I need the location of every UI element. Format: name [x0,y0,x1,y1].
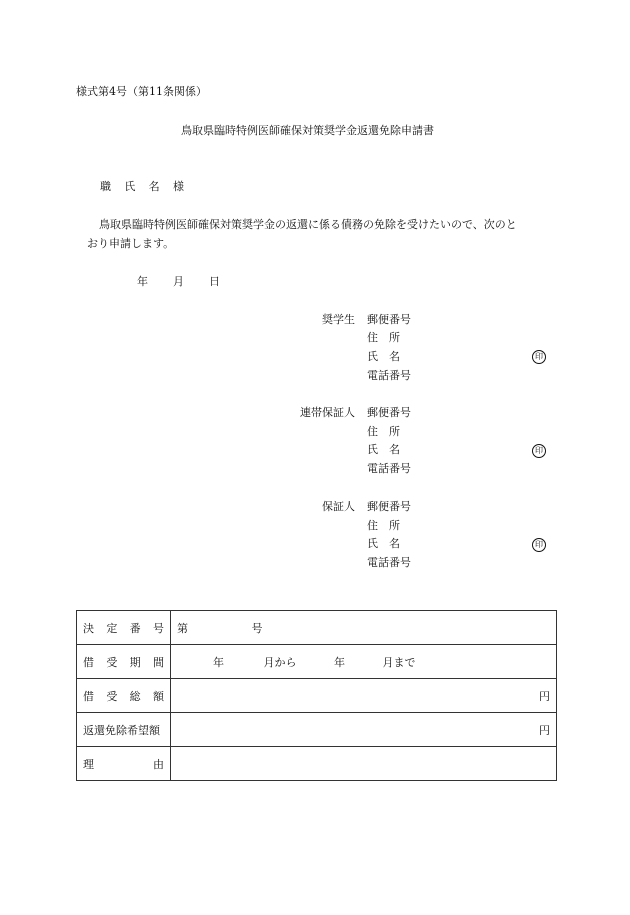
party-role-guarantor: 保証人 [322,500,355,513]
seal-mark-icon: 印 [532,349,546,364]
decision-number-value[interactable]: 第 号 [171,611,557,645]
party-field-address: 住 所 [367,425,400,438]
reason-label: 理 由 [77,747,171,781]
party-field-address: 住 所 [367,519,400,532]
party-field-phone: 電話番号 [367,369,411,382]
date-year: 年 [137,275,148,288]
table-row [77,713,557,747]
party-field-postal: 郵便番号 [367,406,411,419]
seal-mark-icon: 印 [532,443,546,458]
party-field-name: 氏 名 [367,537,400,550]
party-field-postal: 郵便番号 [367,500,411,513]
seal-mark-icon: 印 [532,537,546,552]
page-title: 鳥取県臨時特例医師確保対策奨学金返還免除申請書 [181,124,434,137]
addressee: 職 氏 名 様 [100,180,184,193]
decision-number-label: 決 定 番 号 [77,611,171,645]
party-field-name: 氏 名 [367,443,400,456]
loan-period-value[interactable]: 年 月から 年 月まで [171,645,557,679]
reason-value[interactable] [171,747,557,781]
loan-period-label: 借 受 期 間 [77,645,171,679]
loan-total-value[interactable]: 円 [171,679,557,713]
application-table [76,610,557,781]
date-day: 日 [209,275,220,288]
table-row [77,747,557,781]
party-role-scholar: 奨学生 [322,313,355,326]
exemption-amount-value[interactable]: 円 [171,713,557,747]
body-text-line-2: おり申請します。 [87,237,175,250]
loan-total-label: 借 受 総 額 [77,679,171,713]
party-field-name: 氏 名 [367,350,400,363]
party-field-postal: 郵便番号 [367,313,411,326]
party-field-address: 住 所 [367,331,400,344]
form-number: 様式第4号（第11条関係） [76,85,207,98]
exemption-amount-label: 返還免除希望額 [77,713,171,747]
date-month: 月 [173,275,184,288]
body-text-line-1: 鳥取県臨時特例医師確保対策奨学金の返還に係る債務の免除を受けたいので、次のと [99,218,517,231]
table-row [77,679,557,713]
table-row [77,611,557,645]
party-role-joint-guarantor: 連帯保証人 [300,406,355,419]
party-field-phone: 電話番号 [367,556,411,569]
party-field-phone: 電話番号 [367,462,411,475]
table-row [77,645,557,679]
